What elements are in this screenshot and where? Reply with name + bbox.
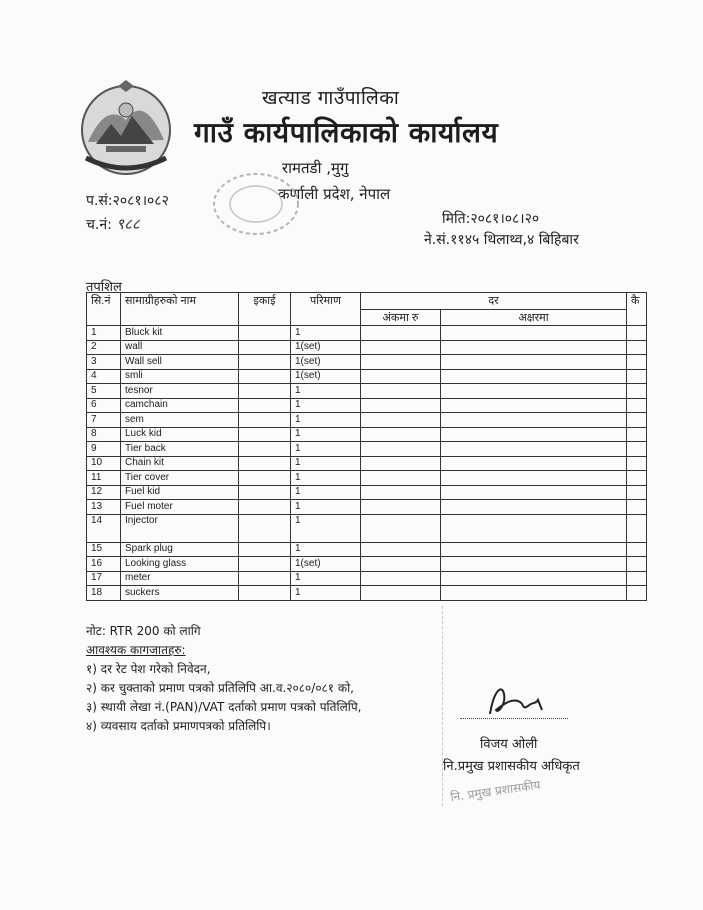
row-quantity: 1 <box>291 500 361 515</box>
row-unit <box>239 369 291 384</box>
signer-designation: नि.प्रमुख प्रशासकीय अधिकृत <box>443 759 580 774</box>
row-quantity: 1(set) <box>291 557 361 572</box>
row-rate-words <box>441 542 627 557</box>
municipality-name: खत्याड गाउँपालिका <box>262 87 400 109</box>
row-item-name: smli <box>121 369 239 384</box>
row-remarks <box>627 427 647 442</box>
row-quantity: 1 <box>291 398 361 413</box>
table-row <box>87 340 647 355</box>
row-item-name: Luck kid <box>121 427 239 442</box>
table-row <box>87 500 647 515</box>
row-remarks <box>627 571 647 586</box>
row-rate-words <box>441 355 627 370</box>
row-unit <box>239 571 291 586</box>
table-row <box>87 586 647 601</box>
address-line-2: कर्णाली प्रदेश, नेपाल <box>278 185 391 203</box>
row-unit <box>239 485 291 500</box>
col-header-quantity: परिमाण <box>291 293 361 326</box>
row-quantity: 1 <box>291 456 361 471</box>
row-sn: 12 <box>87 485 121 500</box>
row-unit <box>239 514 291 542</box>
office-name: गाउँ कार्यपालिकाको कार्यालय <box>194 116 499 149</box>
row-rate-figures <box>361 355 441 370</box>
row-unit <box>239 384 291 399</box>
row-quantity: 1 <box>291 586 361 601</box>
row-unit <box>239 557 291 572</box>
row-item-name: Bluck kit <box>121 326 239 341</box>
table-row <box>87 326 647 341</box>
table-row <box>87 557 647 572</box>
row-sn: 10 <box>87 456 121 471</box>
fold-line <box>442 606 443 806</box>
signer-name: विजय ओली <box>480 737 538 752</box>
row-item-name: Fuel moter <box>121 500 239 515</box>
row-sn: 17 <box>87 571 121 586</box>
row-remarks <box>627 326 647 341</box>
row-sn: 11 <box>87 471 121 486</box>
row-sn: 7 <box>87 413 121 428</box>
letter-number: प.सं:२०८१।०८२ <box>86 193 169 209</box>
table-row <box>87 398 647 413</box>
row-rate-figures <box>361 500 441 515</box>
row-remarks <box>627 413 647 428</box>
table-row <box>87 542 647 557</box>
row-quantity: 1 <box>291 427 361 442</box>
row-unit <box>239 586 291 601</box>
row-rate-figures <box>361 326 441 341</box>
row-sn: 13 <box>87 500 121 515</box>
row-sn: 18 <box>87 586 121 601</box>
row-rate-words <box>441 514 627 542</box>
required-doc-item: ३) स्थायी लेखा नं.(PAN)/VAT दर्ताको प्रमाण पत्रको पतिलिपि, <box>86 700 362 714</box>
row-unit <box>239 471 291 486</box>
row-remarks <box>627 485 647 500</box>
table-row <box>87 413 647 428</box>
row-remarks <box>627 557 647 572</box>
row-sn: 3 <box>87 355 121 370</box>
row-rate-figures <box>361 384 441 399</box>
col-header-item-name: सामाग्रीहरुको नाम <box>121 293 239 326</box>
row-sn: 8 <box>87 427 121 442</box>
row-rate-words <box>441 427 627 442</box>
row-item-name: Looking glass <box>121 557 239 572</box>
row-rate-words <box>441 398 627 413</box>
row-remarks <box>627 340 647 355</box>
row-sn: 1 <box>87 326 121 341</box>
row-quantity: 1 <box>291 326 361 341</box>
required-doc-item: ४) व्यवसाय दर्ताको प्रमाणपत्रको प्रतिलिपि। <box>86 719 271 733</box>
table-row <box>87 384 647 399</box>
row-sn: 9 <box>87 442 121 457</box>
row-quantity: 1(set) <box>291 355 361 370</box>
row-remarks <box>627 542 647 557</box>
row-sn: 16 <box>87 557 121 572</box>
office-stamp-mark <box>210 168 302 240</box>
row-sn: 6 <box>87 398 121 413</box>
row-rate-words <box>441 586 627 601</box>
row-sn: 5 <box>87 384 121 399</box>
row-unit <box>239 326 291 341</box>
table-row <box>87 369 647 384</box>
row-remarks <box>627 471 647 486</box>
row-quantity: 1(set) <box>291 369 361 384</box>
row-remarks <box>627 355 647 370</box>
row-unit <box>239 355 291 370</box>
letter-date: मिति:२०८१।०८।२० <box>442 211 540 227</box>
signature-line <box>460 718 568 719</box>
table-row <box>87 471 647 486</box>
note-text: नोट: RTR 200 को लागि <box>86 624 201 638</box>
items-table-body <box>87 326 647 601</box>
row-item-name: Fuel kid <box>121 485 239 500</box>
row-quantity: 1 <box>291 542 361 557</box>
row-quantity: 1 <box>291 442 361 457</box>
col-header-in-words: अक्षरमा <box>441 309 627 326</box>
row-item-name: meter <box>121 571 239 586</box>
required-doc-item: २) कर चुक्ताको प्रमाण पत्रको प्रतिलिपि आ.व.२०८०/०८१ को, <box>86 681 354 695</box>
row-unit <box>239 456 291 471</box>
items-table <box>86 292 647 601</box>
row-rate-words <box>441 369 627 384</box>
table-row <box>87 355 647 370</box>
row-item-name: Spark plug <box>121 542 239 557</box>
row-rate-figures <box>361 514 441 542</box>
table-row <box>87 571 647 586</box>
row-remarks <box>627 369 647 384</box>
row-rate-figures <box>361 427 441 442</box>
address-line-1: रामतडी ,मुगु <box>282 159 349 177</box>
row-remarks <box>627 398 647 413</box>
col-header-remarks: कै <box>627 293 647 326</box>
row-item-name: suckers <box>121 586 239 601</box>
row-unit <box>239 500 291 515</box>
row-remarks <box>627 586 647 601</box>
row-rate-figures <box>361 485 441 500</box>
signature-mark <box>476 680 556 722</box>
row-item-name: camchain <box>121 398 239 413</box>
row-quantity: 1 <box>291 571 361 586</box>
row-sn: 4 <box>87 369 121 384</box>
row-item-name: sem <box>121 413 239 428</box>
row-rate-figures <box>361 557 441 572</box>
required-docs-title: आवश्यक कागजातहरु: <box>86 643 186 657</box>
details-title: तपशिल <box>86 280 122 295</box>
row-remarks <box>627 514 647 542</box>
row-rate-figures <box>361 456 441 471</box>
nepal-emblem-logo <box>66 80 186 176</box>
row-rate-figures <box>361 542 441 557</box>
row-rate-figures <box>361 413 441 428</box>
row-rate-words <box>441 340 627 355</box>
row-item-name: Tier cover <box>121 471 239 486</box>
row-remarks <box>627 384 647 399</box>
row-unit <box>239 427 291 442</box>
required-doc-item: १) दर रेट पेश गरेको निवेदन, <box>86 662 211 676</box>
row-quantity: 1(set) <box>291 340 361 355</box>
table-row <box>87 514 647 542</box>
row-rate-words <box>441 471 627 486</box>
row-rate-figures <box>361 571 441 586</box>
row-rate-figures <box>361 398 441 413</box>
table-row <box>87 427 647 442</box>
col-header-sn: सि.नं <box>87 293 121 326</box>
row-sn: 15 <box>87 542 121 557</box>
row-rate-words <box>441 500 627 515</box>
row-rate-words <box>441 326 627 341</box>
row-rate-words <box>441 413 627 428</box>
table-row <box>87 456 647 471</box>
row-rate-words <box>441 557 627 572</box>
col-header-rate: दर <box>361 293 627 310</box>
row-unit <box>239 413 291 428</box>
table-row <box>87 442 647 457</box>
row-quantity: 1 <box>291 514 361 542</box>
row-quantity: 1 <box>291 485 361 500</box>
row-quantity: 1 <box>291 384 361 399</box>
row-item-name: Wall sell <box>121 355 239 370</box>
row-rate-words <box>441 571 627 586</box>
row-rate-figures <box>361 442 441 457</box>
nepal-sambat-date: ने.सं.११४५ थिलाथ्व,४ बिहिबार <box>424 232 579 248</box>
row-rate-figures <box>361 340 441 355</box>
designation-seal-stamp: नि. प्रमुख प्रशासकीय <box>449 777 542 805</box>
row-rate-words <box>441 384 627 399</box>
row-unit <box>239 542 291 557</box>
row-sn: 14 <box>87 514 121 542</box>
row-rate-words <box>441 442 627 457</box>
row-remarks <box>627 456 647 471</box>
col-header-in-figures: अंकमा रु <box>361 309 441 326</box>
row-rate-words <box>441 456 627 471</box>
row-item-name: Chain kit <box>121 456 239 471</box>
row-unit <box>239 442 291 457</box>
row-remarks <box>627 500 647 515</box>
row-unit <box>239 340 291 355</box>
row-quantity: 1 <box>291 471 361 486</box>
row-item-name: Injector <box>121 514 239 542</box>
row-sn: 2 <box>87 340 121 355</box>
col-header-unit: इकाई <box>239 293 291 326</box>
dispatch-number-value: ९८८ <box>116 215 140 233</box>
row-rate-figures <box>361 369 441 384</box>
dispatch-number <box>86 214 140 234</box>
row-remarks <box>627 442 647 457</box>
row-rate-words <box>441 485 627 500</box>
row-quantity: 1 <box>291 413 361 428</box>
row-item-name: wall <box>121 340 239 355</box>
row-rate-figures <box>361 586 441 601</box>
row-unit <box>239 398 291 413</box>
table-row <box>87 485 647 500</box>
dispatch-number-label: च.नं: <box>86 217 112 233</box>
row-item-name: Tier back <box>121 442 239 457</box>
row-rate-figures <box>361 471 441 486</box>
row-item-name: tesnor <box>121 384 239 399</box>
